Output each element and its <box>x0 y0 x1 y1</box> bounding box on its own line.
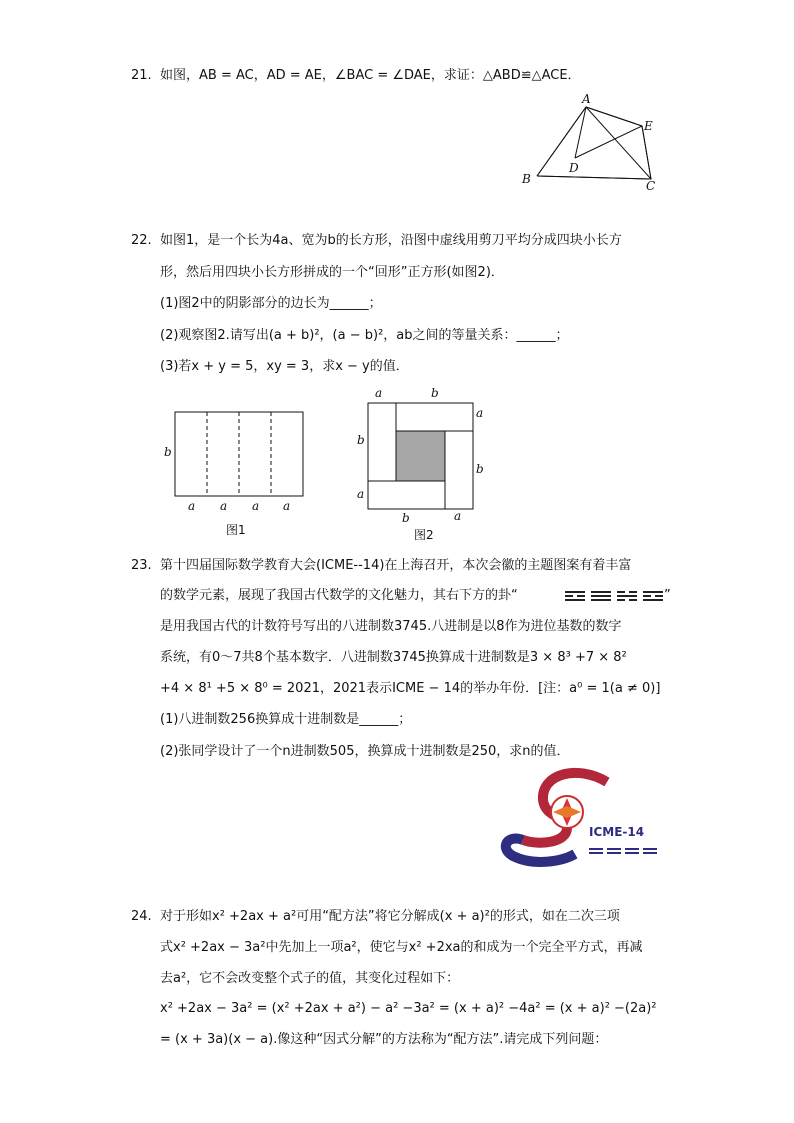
q22-number: 22. <box>131 233 152 248</box>
q23-line3: 是用我国古代的计数符号写出的八进制数3745.八进制是以8作为进位基数的数字 <box>160 619 622 634</box>
q22-line2: 形，然后用四块小长方形拼成的一个“回形”正方形(如图2)． <box>160 265 504 280</box>
fig1-label-b: b <box>164 445 172 459</box>
q23-line2a: 的数学元素，展现了我国古代数学的文化魅力，其右下方的卦“ <box>160 588 518 603</box>
fig2-label-a-right: a <box>476 406 484 420</box>
q23-number: 23. <box>131 558 152 573</box>
q24-line3: 去a²，它不会改变整个式子的值，其变化过程如下： <box>160 971 460 986</box>
fig2-label-b-right: b <box>476 462 484 476</box>
q23-line5: +4 × 8¹ +5 × 8⁰ = 2021，2021表示ICME − 14的举办年份．[注：a⁰ = 1(a ≠ 0)] <box>160 681 661 696</box>
q22-part1: (1)图2中的阴影部分的边长为______； <box>160 296 382 311</box>
gua-symbols-icon <box>565 589 665 603</box>
q21-number: 21. <box>131 68 152 83</box>
fig1-caption: 图1 <box>226 523 246 537</box>
label-B: B <box>522 172 531 186</box>
fig1-label-a1: a <box>188 499 196 513</box>
q23-line2b: ” <box>664 588 671 603</box>
q23-line1: 第十四届国际数学教育大会(ICME--14)在上海召开，本次会徽的主题图案有着丰富 <box>160 558 632 573</box>
q22-line1: 如图1，是一个长为4a、宽为b的长方形，沿图中虚线用剪刀平均分成四块小长方 <box>160 233 622 248</box>
q22-part3: (3)若x + y = 5，xy = 3，求x − y的值． <box>160 359 409 374</box>
q23-part2: (2)张同学设计了一个n进制数505，换算成十进制数是250，求n的值． <box>160 744 570 759</box>
fig2-label-a-top: a <box>375 386 383 400</box>
q21-text: 如图，AB = AC，AD = AE，∠BAC = ∠DAE，求证：△ABD≌△ACE． <box>160 68 581 83</box>
q24-number: 24. <box>131 909 152 924</box>
q23-line4: 系统，有0～7共8个基本数字．八进制数3745换算成十进制数是3 × 8³ +7 × 8² <box>160 650 627 665</box>
icme14-logo <box>497 768 667 868</box>
q23-part1: (1)八进制数256换算成十进制数是______； <box>160 712 412 727</box>
label-E: E <box>644 119 653 133</box>
logo-text: ICME-14 <box>589 825 645 839</box>
q22-part2: (2)观察图2.请写出(a + b)²，(a − b)²，ab之间的等量关系：______； <box>160 328 569 343</box>
fig2-label-b-bottom: b <box>402 511 410 525</box>
q24-line1: 对于形如x² +2ax + a²可用“配方法”将它分解成(x + a)²的形式，如在二次三项 <box>160 909 620 924</box>
label-D: D <box>569 161 579 175</box>
q24-line2: 式x² +2ax − 3a²中先加上一项a²，使它与x² +2xa的和成为一个完全平方式，再减 <box>160 940 643 955</box>
label-A: A <box>582 92 591 106</box>
q24-line4: x² +2ax − 3a² = (x² +2ax + a²) − a² −3a² = (x + a)² −4a² = (x + a)² −(2a)² <box>160 1001 657 1016</box>
label-C: C <box>646 179 656 193</box>
q22-figure1 <box>160 410 320 540</box>
fig1-label-a4: a <box>283 499 291 513</box>
fig2-label-b-left: b <box>357 433 365 447</box>
q21-triangle-figure <box>515 92 675 192</box>
q24-line5: = (x + 3a)(x − a).像这种“因式分解”的方法称为“配方法”.请完成下列问题： <box>160 1032 608 1047</box>
fig2-caption: 图2 <box>414 528 434 542</box>
q22-figure2 <box>352 383 492 543</box>
fig2-label-b-top: b <box>431 386 439 400</box>
fig1-label-a3: a <box>252 499 260 513</box>
fig1-label-a2: a <box>220 499 228 513</box>
fig2-label-a-left: a <box>357 487 365 501</box>
fig2-label-a-bottom: a <box>454 509 462 523</box>
